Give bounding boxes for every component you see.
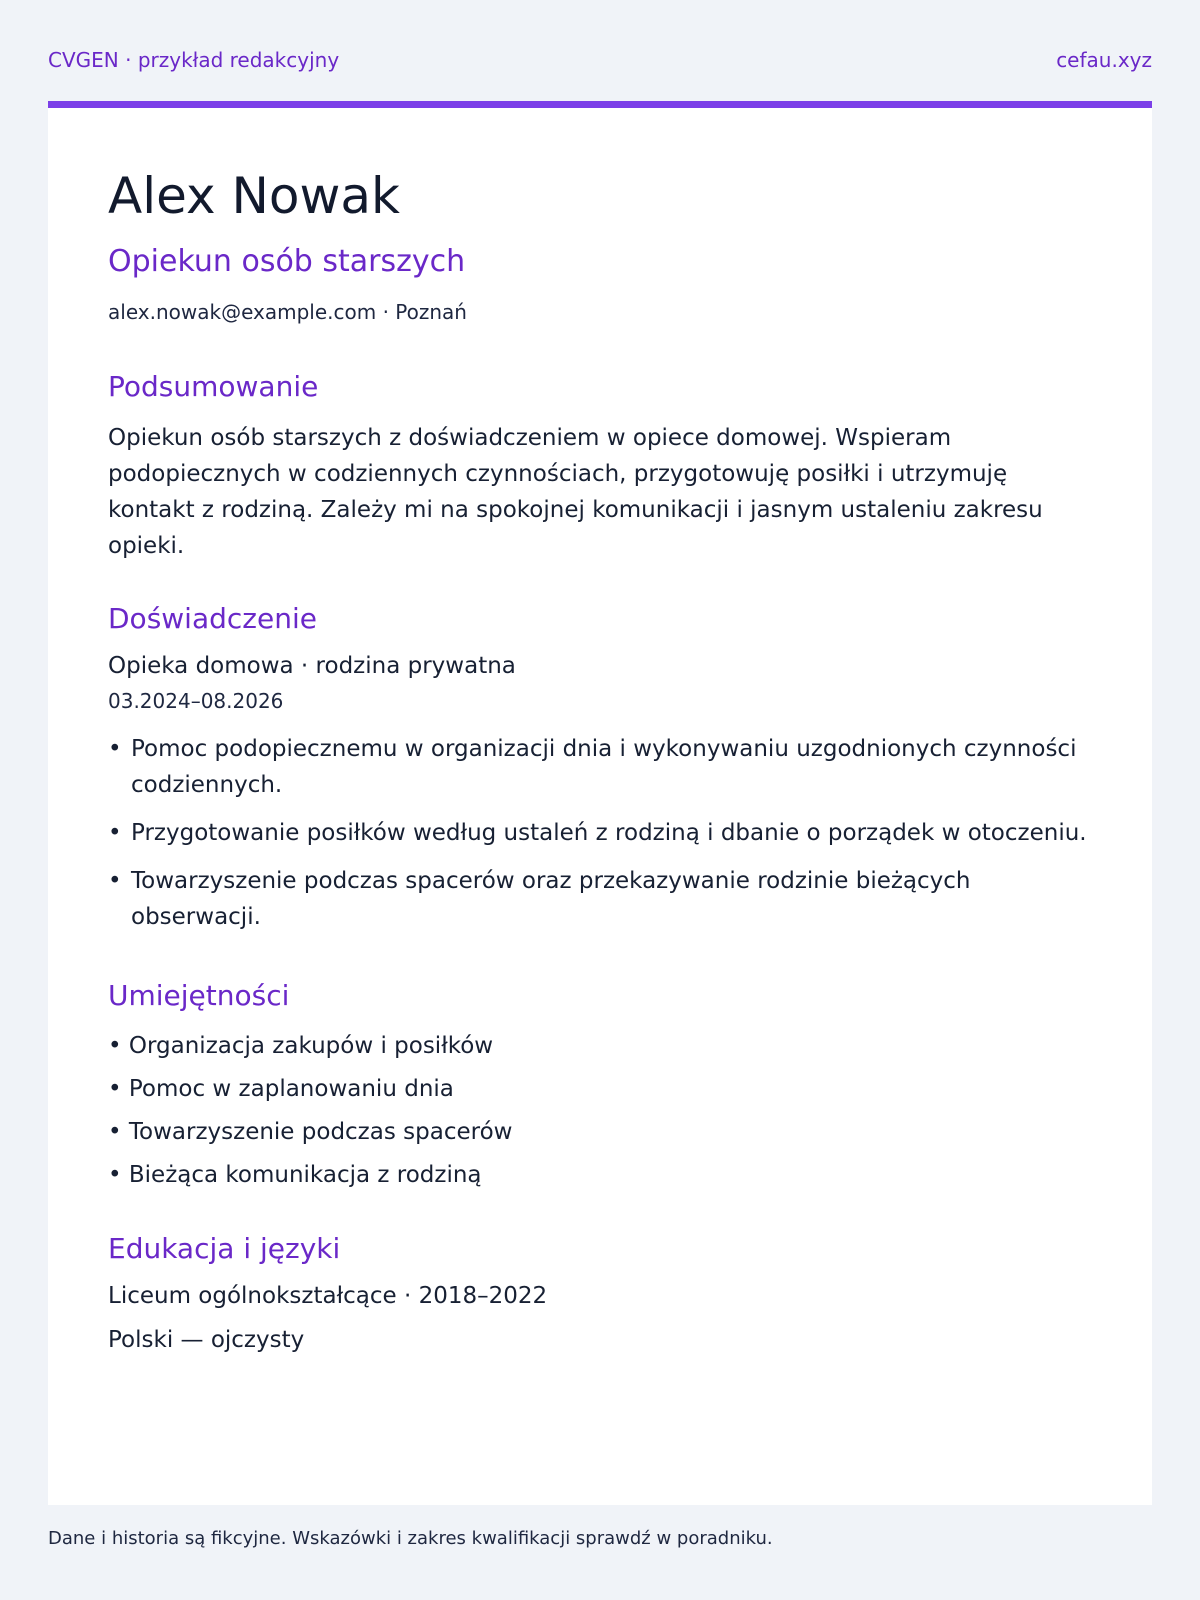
- education-language: Polski — ojczysty: [108, 1327, 305, 1354]
- list-item: • Towarzyszenie podczas spacerów oraz przekazywanie rodzinie bieżących obserwacji.: [108, 868, 971, 931]
- list-item: • Pomoc podopiecznemu w organizacji dnia i wykonywaniu uzgodnionych czynności codziennych.: [108, 736, 1077, 799]
- experience-bullets: [108, 731, 1092, 935]
- experience-heading: Doświadczenie: [108, 601, 317, 635]
- list-item: • Bieżąca komunikacja z rodziną: [108, 1161, 482, 1188]
- summary-text: Opiekun osób starszych z doświadczeniem w opiece domowej. Wspieram podopiecznych w codziennych czynnościach, przygotowuję posiłki i utrzymuję kontakt z rodziną. Zależy mi na spokojnej komunikacji i jasnym ustaleniu zakresu opieki.: [108, 424, 1043, 559]
- job-role: Opiekun osób starszych: [108, 244, 466, 279]
- bullet-text: Pomoc podopiecznemu w organizacji dnia i wykonywaniu uzgodnionych czynności codziennych.: [131, 736, 1077, 799]
- skills-list: [108, 1031, 1092, 1190]
- brand-label: CVGEN · przykład redakcyjny: [48, 48, 340, 72]
- site-link[interactable]: cefau.xyz: [1056, 48, 1152, 72]
- list-item: • Przygotowanie posiłków według ustaleń z rodziną i dbanie o porządek w otoczeniu.: [108, 820, 1087, 847]
- resume-card: [48, 101, 1152, 1505]
- job-dates: 03.2024–08.2026: [108, 689, 284, 714]
- contact-line: alex.nowak@example.com · Poznań: [108, 300, 467, 324]
- skills-section: [108, 979, 1092, 1190]
- job-title: Opieka domowa · rodzina prywatna: [108, 653, 516, 680]
- footer-note: Dane i historia są fikcyjne. Wskazówki i zakres kwalifikacji sprawdź w poradniku.: [48, 1528, 773, 1549]
- education-heading: Edukacja i języki: [108, 1231, 341, 1265]
- person-name: Alex Nowak: [108, 167, 400, 225]
- bullet-text: Przygotowanie posiłków według ustaleń z rodziną i dbanie o porządek w otoczeniu.: [131, 820, 1087, 847]
- experience-section: [108, 602, 1092, 936]
- education-section: [108, 1232, 1092, 1356]
- skills-heading: Umiejętności: [108, 979, 290, 1013]
- list-item: • Organizacja zakupów i posiłków: [108, 1032, 494, 1059]
- summary-section: [108, 370, 1092, 564]
- education-school: Liceum ogólnokształcące · 2018–2022: [108, 1283, 548, 1310]
- summary-heading: Podsumowanie: [108, 370, 319, 403]
- bullet-text: Towarzyszenie podczas spacerów oraz przekazywanie rodzinie bieżących obserwacji.: [131, 868, 971, 931]
- list-item: • Towarzyszenie podczas spacerów: [108, 1118, 513, 1145]
- top-bar: [48, 48, 1152, 72]
- list-item: • Pomoc w zaplanowaniu dnia: [108, 1075, 454, 1102]
